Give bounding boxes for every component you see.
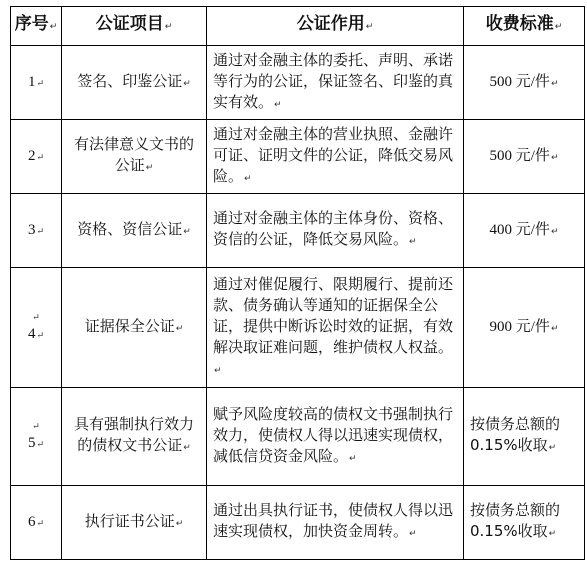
row-function: 通过对金融主体的营业执照、金融许可证、证明文件的公证，降低交易风险。↵ [207, 120, 464, 194]
row-fee: 按债务总额的 0.15%收取↵ [464, 486, 585, 560]
header-notary-item: 公证项目↵ [62, 7, 207, 46]
table-row [11, 120, 585, 194]
row-function: 通过出具执行证书，使债权人得以迅速实现债权，加快资金周转。↵ [207, 486, 464, 560]
header-fee-standard: 收费标准↵ [464, 7, 585, 46]
table-row [11, 486, 585, 560]
row-number: 3↵ [11, 194, 62, 268]
row-item: 证据保全公证↵ [62, 268, 207, 388]
table-row [11, 388, 585, 486]
row-fee: 900 元/件↵ [464, 268, 585, 388]
row-number: 2↵ [11, 120, 62, 194]
row-item: 具有强制执行效力的债权文书公证↵ [62, 388, 207, 486]
notary-fee-table [10, 6, 585, 560]
row-fee: 按债务总额的 0.15%收取↵ [464, 388, 585, 486]
table-row [11, 46, 585, 120]
row-item: 有法律意义文书的公证↵ [62, 120, 207, 194]
row-number: ↵ 4↵ [11, 268, 62, 388]
table-row [11, 268, 585, 388]
table-row [11, 194, 585, 268]
header-serial-number: 序号↵ [11, 7, 62, 46]
row-function: 通过对催促履行、限期履行、提前还款、债务确认等通知的证据保全公证，提供中断诉讼时效的证据，有效解决取证难问题，维护债权人权益。↵ [207, 268, 464, 388]
header-row [11, 7, 585, 46]
row-number: 1↵ [11, 46, 62, 120]
row-number: ↵ 5↵ [11, 388, 62, 486]
row-item: 执行证书公证↵ [62, 486, 207, 560]
row-fee: 500 元/件↵ [464, 120, 585, 194]
row-function: 通过对金融主体的委托、声明、承诺等行为的公证，保证签名、印鉴的真实有效。↵ [207, 46, 464, 120]
row-function: 赋予风险度较高的债权文书强制执行效力，使债权人得以迅速实现债权，减低信贷资金风险。↵ [207, 388, 464, 486]
row-fee: 400 元/件↵ [464, 194, 585, 268]
row-fee: 500 元/件↵ [464, 46, 585, 120]
row-function: 通过对金融主体的主体身份、资格、资信的公证，降低交易风险。↵ [207, 194, 464, 268]
row-number: 6↵ [11, 486, 62, 560]
table-header [11, 7, 585, 46]
row-item: 签名、印鉴公证↵ [62, 46, 207, 120]
row-item: 资格、资信公证↵ [62, 194, 207, 268]
table-body [11, 46, 585, 560]
header-notary-function: 公证作用↵ [207, 7, 464, 46]
